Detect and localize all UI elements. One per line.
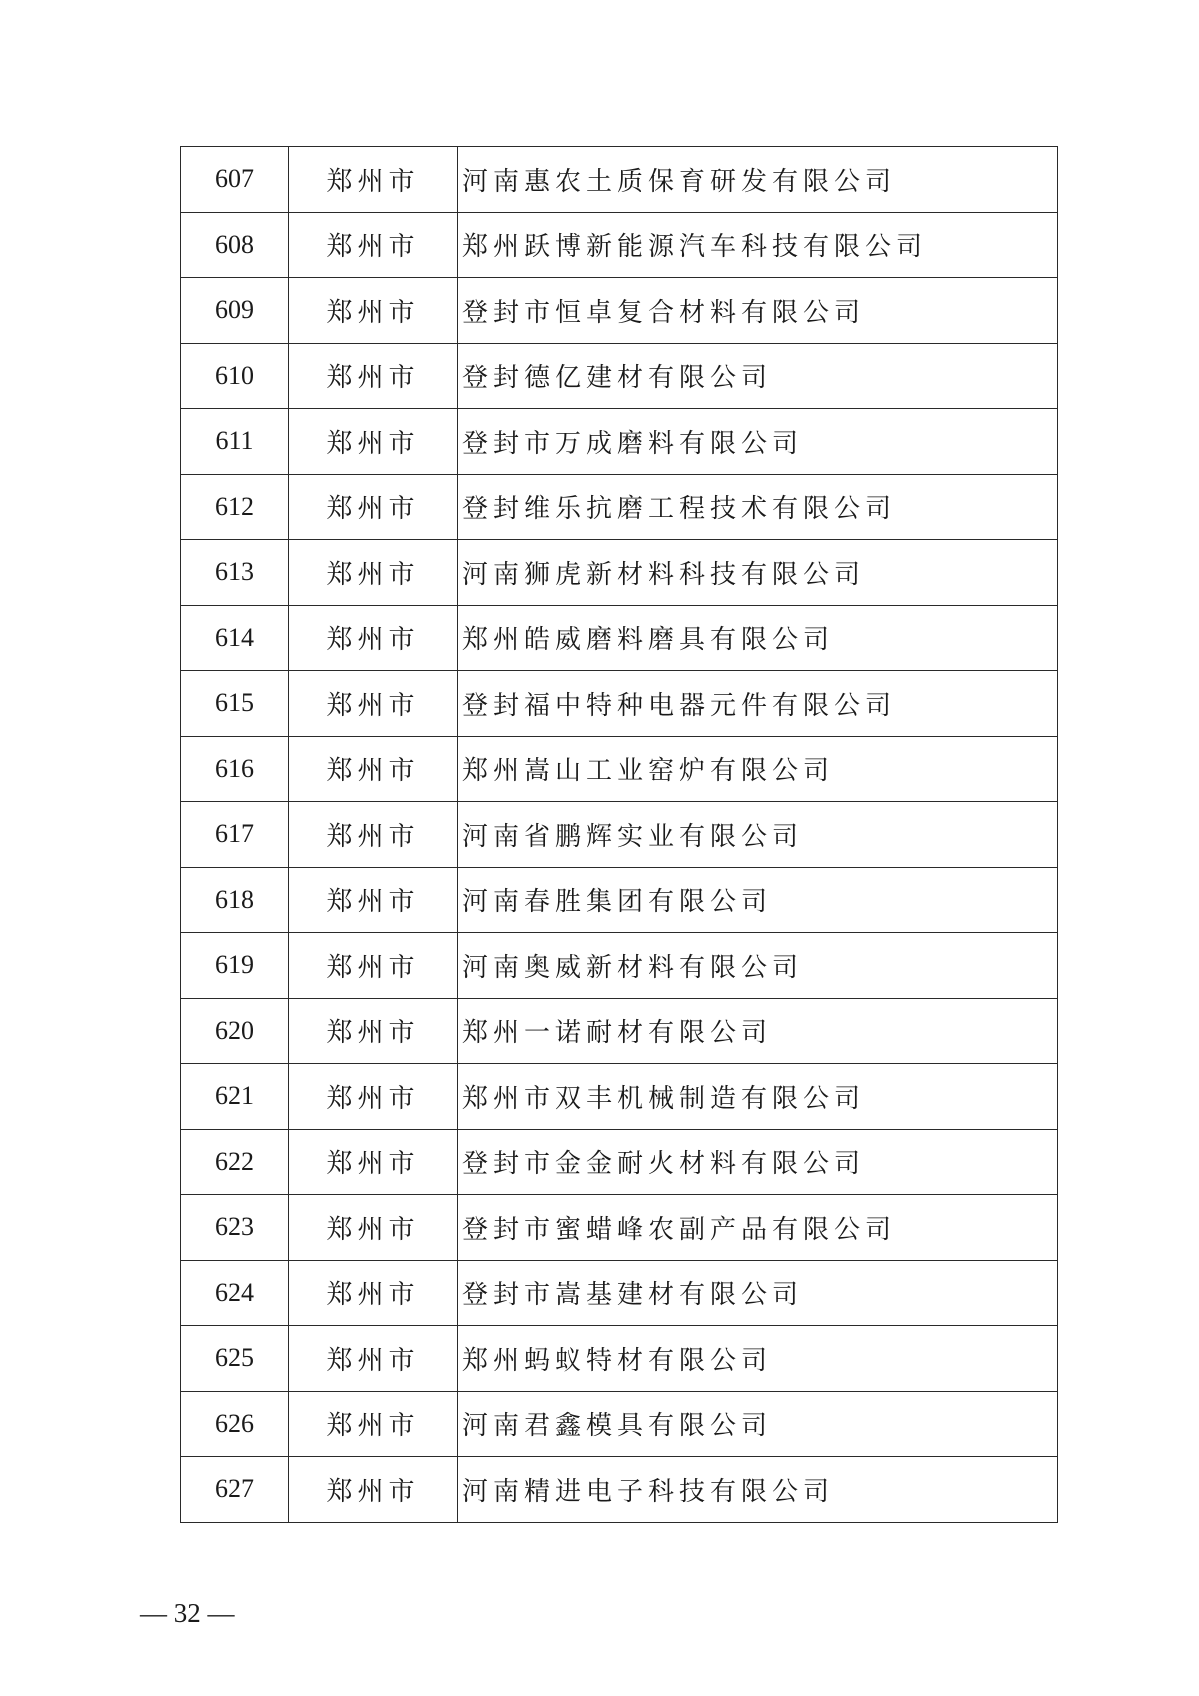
company-name-cell: 河南春胜集团有限公司 — [458, 867, 1058, 933]
city-cell: 郑州市 — [289, 278, 458, 344]
city-cell: 郑州市 — [289, 1457, 458, 1523]
city-cell: 郑州市 — [289, 474, 458, 540]
city-cell: 郑州市 — [289, 343, 458, 409]
table-row — [181, 671, 1058, 737]
table-row — [181, 1391, 1058, 1457]
city-cell: 郑州市 — [289, 1129, 458, 1195]
row-number-cell: 622 — [181, 1129, 289, 1195]
table-row — [181, 933, 1058, 999]
company-name-cell: 河南省鹏辉实业有限公司 — [458, 802, 1058, 868]
city-cell: 郑州市 — [289, 605, 458, 671]
city-cell: 郑州市 — [289, 867, 458, 933]
city-cell: 郑州市 — [289, 1195, 458, 1261]
company-name-cell: 河南君鑫模具有限公司 — [458, 1391, 1058, 1457]
table-row — [181, 605, 1058, 671]
table-row — [181, 343, 1058, 409]
company-name-cell: 登封福中特种电器元件有限公司 — [458, 671, 1058, 737]
company-list-body — [181, 147, 1058, 1523]
table-row — [181, 278, 1058, 344]
table-row — [181, 1195, 1058, 1261]
row-number-cell: 608 — [181, 212, 289, 278]
row-number-cell: 607 — [181, 147, 289, 213]
table-row — [181, 409, 1058, 475]
table-row — [181, 540, 1058, 606]
company-name-cell: 登封市恒卓复合材料有限公司 — [458, 278, 1058, 344]
table-row — [181, 1129, 1058, 1195]
company-name-cell: 河南精进电子科技有限公司 — [458, 1457, 1058, 1523]
table-row — [181, 867, 1058, 933]
row-number-cell: 621 — [181, 1064, 289, 1130]
city-cell: 郑州市 — [289, 1260, 458, 1326]
table-row — [181, 212, 1058, 278]
row-number-cell: 610 — [181, 343, 289, 409]
row-number-cell: 612 — [181, 474, 289, 540]
company-name-cell: 河南惠农土质保育研发有限公司 — [458, 147, 1058, 213]
row-number-cell: 616 — [181, 736, 289, 802]
company-name-cell: 郑州市双丰机械制造有限公司 — [458, 1064, 1058, 1130]
company-name-cell: 河南狮虎新材料科技有限公司 — [458, 540, 1058, 606]
row-number-cell: 620 — [181, 998, 289, 1064]
company-name-cell: 郑州皓威磨料磨具有限公司 — [458, 605, 1058, 671]
company-name-cell: 郑州跃博新能源汽车科技有限公司 — [458, 212, 1058, 278]
city-cell: 郑州市 — [289, 671, 458, 737]
row-number-cell: 624 — [181, 1260, 289, 1326]
row-number-cell: 618 — [181, 867, 289, 933]
row-number-cell: 617 — [181, 802, 289, 868]
table-row — [181, 1260, 1058, 1326]
row-number-cell: 623 — [181, 1195, 289, 1261]
city-cell: 郑州市 — [289, 998, 458, 1064]
city-cell: 郑州市 — [289, 933, 458, 999]
row-number-cell: 613 — [181, 540, 289, 606]
table-row — [181, 802, 1058, 868]
company-name-cell: 河南奥威新材料有限公司 — [458, 933, 1058, 999]
company-name-cell: 郑州一诺耐材有限公司 — [458, 998, 1058, 1064]
company-name-cell: 登封市嵩基建材有限公司 — [458, 1260, 1058, 1326]
table-row — [181, 998, 1058, 1064]
table-row — [181, 147, 1058, 213]
company-name-cell: 登封维乐抗磨工程技术有限公司 — [458, 474, 1058, 540]
row-number-cell: 615 — [181, 671, 289, 737]
company-name-cell: 郑州嵩山工业窑炉有限公司 — [458, 736, 1058, 802]
city-cell: 郑州市 — [289, 409, 458, 475]
row-number-cell: 619 — [181, 933, 289, 999]
table-row — [181, 736, 1058, 802]
table-row — [181, 1457, 1058, 1523]
row-number-cell: 614 — [181, 605, 289, 671]
company-name-cell: 登封市蜜蜡峰农副产品有限公司 — [458, 1195, 1058, 1261]
company-name-cell: 郑州蚂蚁特材有限公司 — [458, 1326, 1058, 1392]
city-cell: 郑州市 — [289, 1391, 458, 1457]
city-cell: 郑州市 — [289, 802, 458, 868]
table-row — [181, 1326, 1058, 1392]
city-cell: 郑州市 — [289, 212, 458, 278]
city-cell: 郑州市 — [289, 736, 458, 802]
row-number-cell: 625 — [181, 1326, 289, 1392]
table-row — [181, 1064, 1058, 1130]
row-number-cell: 611 — [181, 409, 289, 475]
city-cell: 郑州市 — [289, 147, 458, 213]
row-number-cell: 609 — [181, 278, 289, 344]
company-name-cell: 登封市万成磨料有限公司 — [458, 409, 1058, 475]
company-list-table — [180, 146, 1058, 1523]
company-name-cell: 登封市金金耐火材料有限公司 — [458, 1129, 1058, 1195]
row-number-cell: 627 — [181, 1457, 289, 1523]
row-number-cell: 626 — [181, 1391, 289, 1457]
city-cell: 郑州市 — [289, 540, 458, 606]
page-number: — 32 — — [140, 1598, 235, 1628]
city-cell: 郑州市 — [289, 1064, 458, 1130]
city-cell: 郑州市 — [289, 1326, 458, 1392]
company-name-cell: 登封德亿建材有限公司 — [458, 343, 1058, 409]
table-row — [181, 474, 1058, 540]
